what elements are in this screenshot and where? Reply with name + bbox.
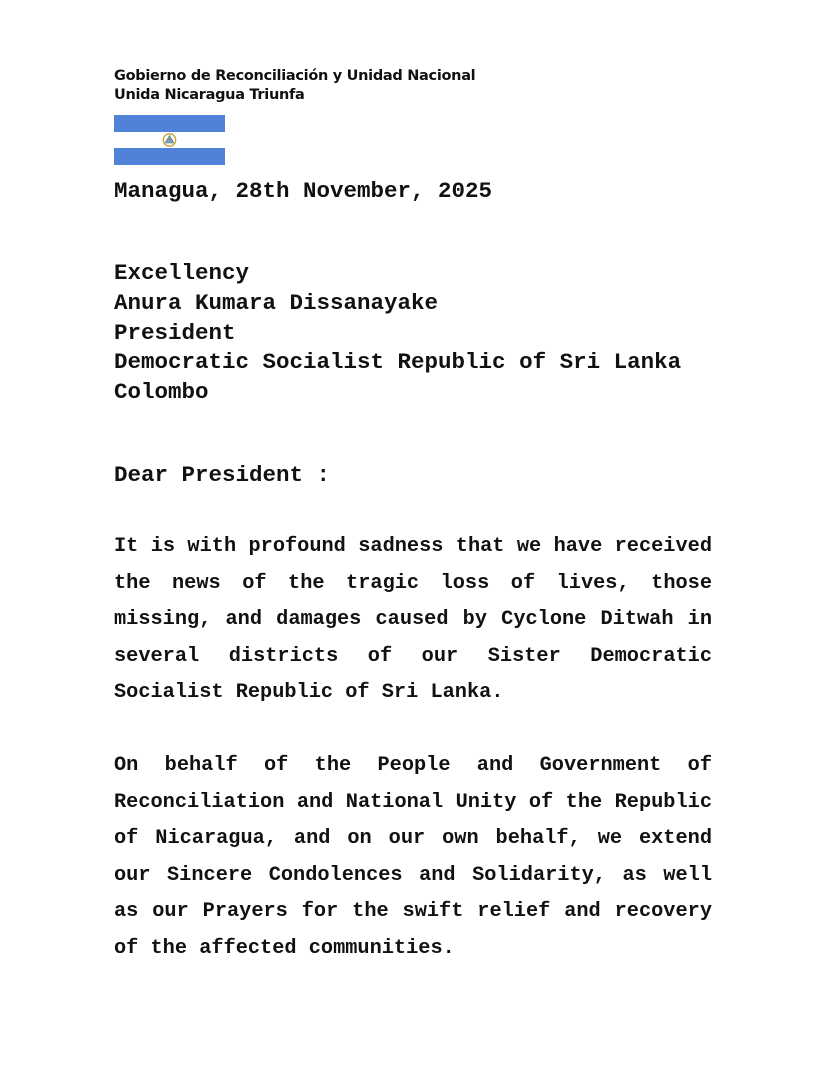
letterhead-government-name: Gobierno de Reconciliación y Unidad Nacional <box>114 68 476 84</box>
recipient-country: Democratic Socialist Republic of Sri Lanka <box>114 349 682 376</box>
body-paragraph-condolences-solidarity: On behalf of the People and Government of Reconciliation and National Unity of the Republic of Nicaragua, and on our own behalf, we extend our Sincere Condolences and Solidarity, as well as our Prayers for the swift relief and recovery of the affected communities. <box>114 754 712 960</box>
body-paragraph-condolence-news: It is with profound sadness that we have received the news of the tragic loss of lives, those missing, and damages caused by Cyclone Ditwah in several districts of our Sister Democratic Socialist Republic of Sri Lanka. <box>114 535 712 704</box>
recipient-name: Anura Kumara Dissanayake <box>114 289 439 316</box>
letter-date: Managua, 28th November, 2025 <box>114 178 493 204</box>
recipient-title: President <box>114 319 236 346</box>
recipient-block <box>114 259 681 408</box>
nicaragua-flag-icon <box>114 115 225 165</box>
recipient-city: Colombo <box>114 379 209 406</box>
recipient-honorific: Excellency <box>114 260 250 286</box>
letterhead-slogan: Unida Nicaragua Triunfa <box>114 87 305 103</box>
letterhead <box>114 67 475 105</box>
salutation: Dear President : <box>114 462 331 488</box>
